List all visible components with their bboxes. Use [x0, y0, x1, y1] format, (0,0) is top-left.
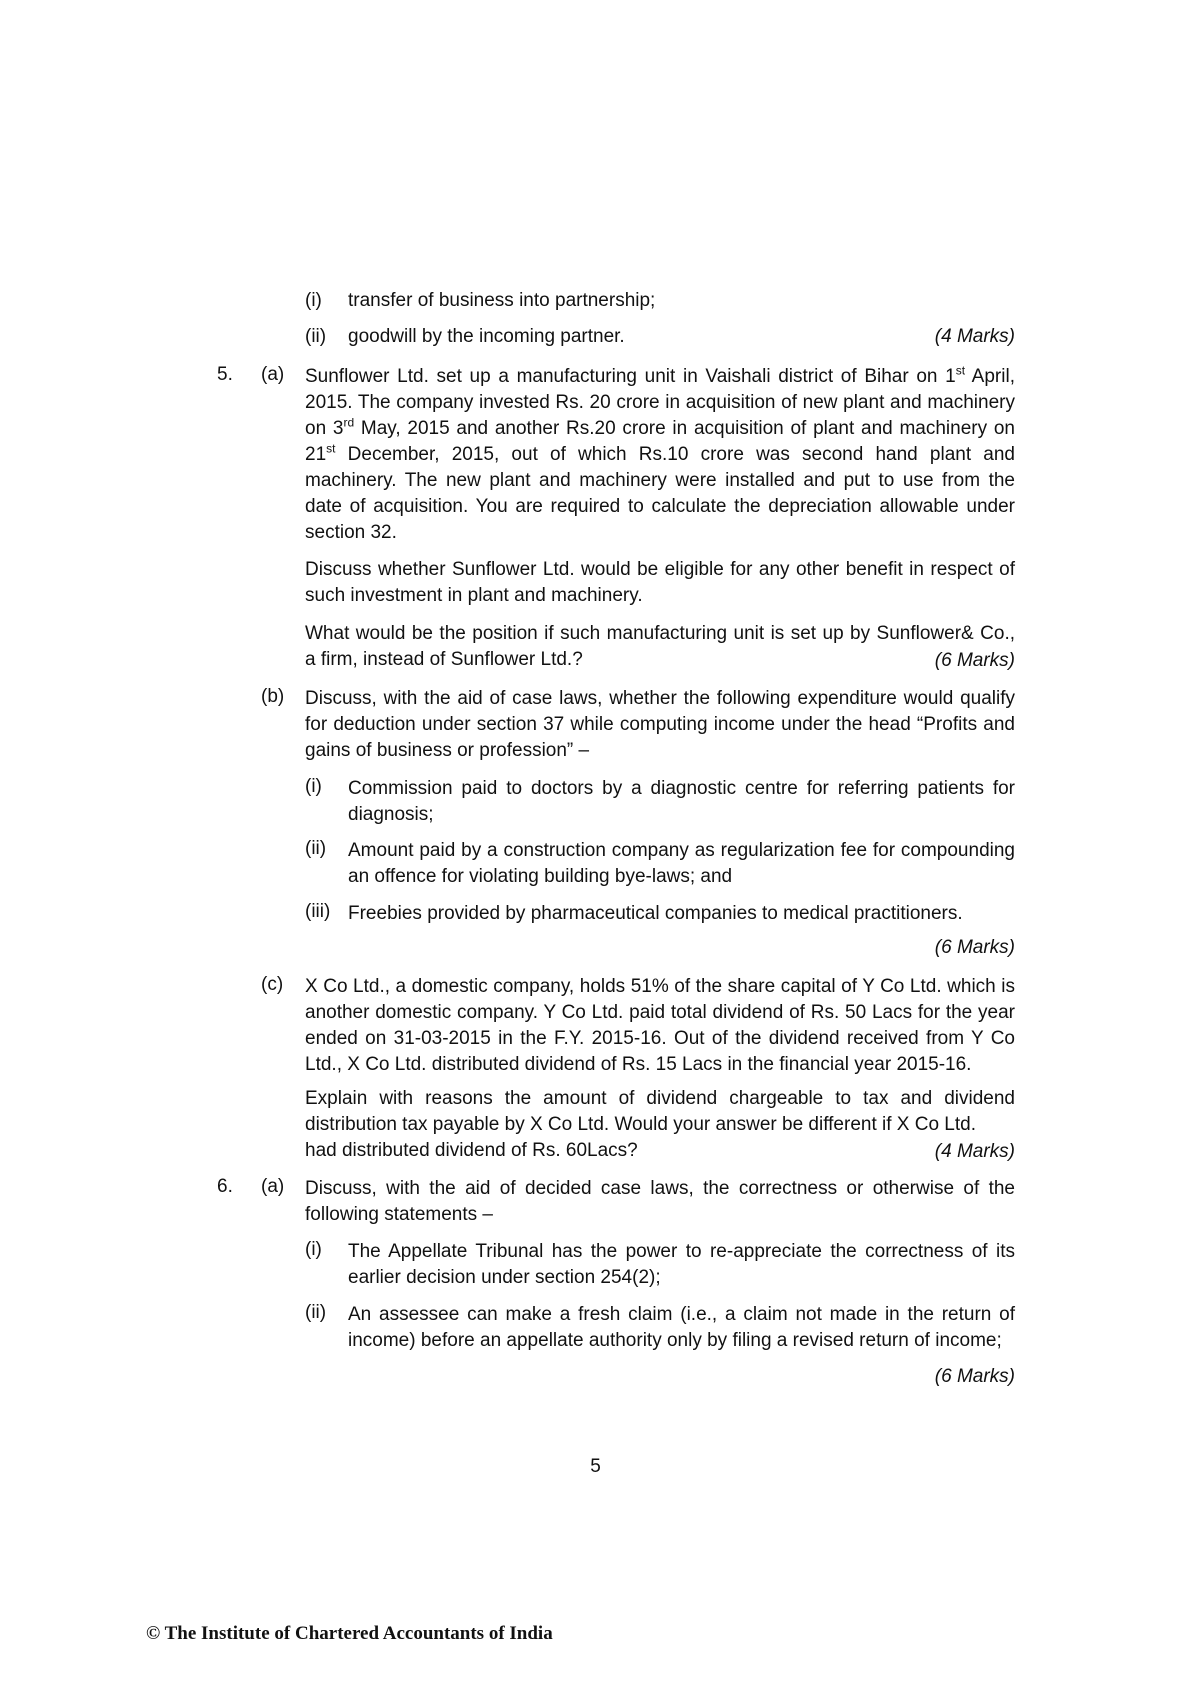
q5b-item-i-number: (i) — [305, 776, 322, 797]
q5a-marks: (6 Marks) — [934, 650, 1015, 671]
q5b-item-ii-number: (ii) — [305, 838, 327, 859]
q6a-item-i-text: The Appellate Tribunal has the power to re-appreciate the correctness of its earlier decision under section 254(2); — [348, 1241, 1015, 1288]
footer-copyright: © The Institute of Chartered Accountants of India — [146, 1623, 553, 1644]
q5b-label: (b) — [261, 686, 285, 707]
q5a-paragraph-1: Sunflower Ltd. set up a manufacturing unit in Vaishali district of Bihar on 1st April, 2015. The company invested Rs. 20 crore in acquisition of new plant and machinery on 3rd May, 2015 and another Rs.20 crore in acquisition of plant and machinery on 21st December, 2015, out of which Rs.10 crore was second hand plant and machinery. The new plant and machinery were installed and put to use from the date of acquisition. You are required to calculate the depreciation allowable under section 32. — [305, 363, 1015, 543]
q5b-item-iii-text: Freebies provided by pharmaceutical companies to medical practitioners. — [348, 903, 963, 924]
q5a-label: (a) — [261, 364, 285, 385]
q5c-label: (c) — [261, 974, 284, 995]
q5c-marks: (4 Marks) — [934, 1141, 1015, 1162]
q5b-text: Discuss, with the aid of case laws, whether the following expenditure would qualify for deduction under section 37 while computing income under the head “Profits and gains of business or profession” – — [305, 688, 1015, 761]
q6a-item-i-number: (i) — [305, 1239, 322, 1260]
q5a-paragraph-2: Discuss whether Sunflower Ltd. would be eligible for any other benefit in respect of such investment in plant and machinery. — [305, 559, 1015, 606]
question-5-number: 5. — [217, 364, 233, 385]
q5c-paragraph-1: X Co Ltd., a domestic company, holds 51% of the share capital of Y Co Ltd. which is another domestic company. Y Co Ltd. paid total dividend of Rs. 50 Lacs for the year ended on 31-03-2015 in the F.Y. 2015-16. Out of the dividend received from Y Co Ltd., X Co Ltd. distributed dividend of Rs. 15 Lacs in the financial year 2015-16. — [305, 976, 1015, 1075]
question-6-number: 6. — [217, 1176, 233, 1197]
item-ii-number: (ii) — [305, 326, 327, 347]
q5b-item-ii-text: Amount paid by a construction company as regularization fee for compounding an offence for violating building bye-laws; and — [348, 840, 1015, 887]
q6a-label: (a) — [261, 1176, 285, 1197]
q5b-item-i-text: Commission paid to doctors by a diagnostic centre for referring patients for diagnosis; — [348, 778, 1015, 825]
q6a-marks: (6 Marks) — [934, 1366, 1015, 1387]
page-number: 5 — [590, 1456, 601, 1477]
q5c-paragraph-2-last-line: had distributed dividend of Rs. 60Lacs? — [305, 1140, 638, 1161]
q6a-item-ii-number: (ii) — [305, 1302, 327, 1323]
item-ii-text: goodwill by the incoming partner. — [348, 326, 625, 347]
q5a-paragraph-3-line-2: a firm, instead of Sunflower Ltd.? — [305, 649, 583, 670]
item-i-text: transfer of business into partnership; — [348, 290, 656, 311]
q5b-marks: (6 Marks) — [934, 937, 1015, 958]
item-ii-marks: (4 Marks) — [934, 326, 1015, 347]
q5a-paragraph-3-line-1: What would be the position if such manufacturing unit is set up by Sunflower& Co., — [305, 623, 1015, 644]
q6a-item-ii-text: An assessee can make a fresh claim (i.e., a claim not made in the return of income) before an appellate authority only by filing a revised return of income; — [348, 1304, 1015, 1351]
q5c-paragraph-2: Explain with reasons the amount of dividend chargeable to tax and dividend distribution tax payable by X Co Ltd. Would your answer be different if X Co Ltd. — [305, 1088, 1015, 1135]
q5b-item-iii-number: (iii) — [305, 901, 331, 922]
item-i-number: (i) — [305, 290, 322, 311]
q6a-text: Discuss, with the aid of decided case laws, the correctness or otherwise of the following statements – — [305, 1178, 1015, 1225]
